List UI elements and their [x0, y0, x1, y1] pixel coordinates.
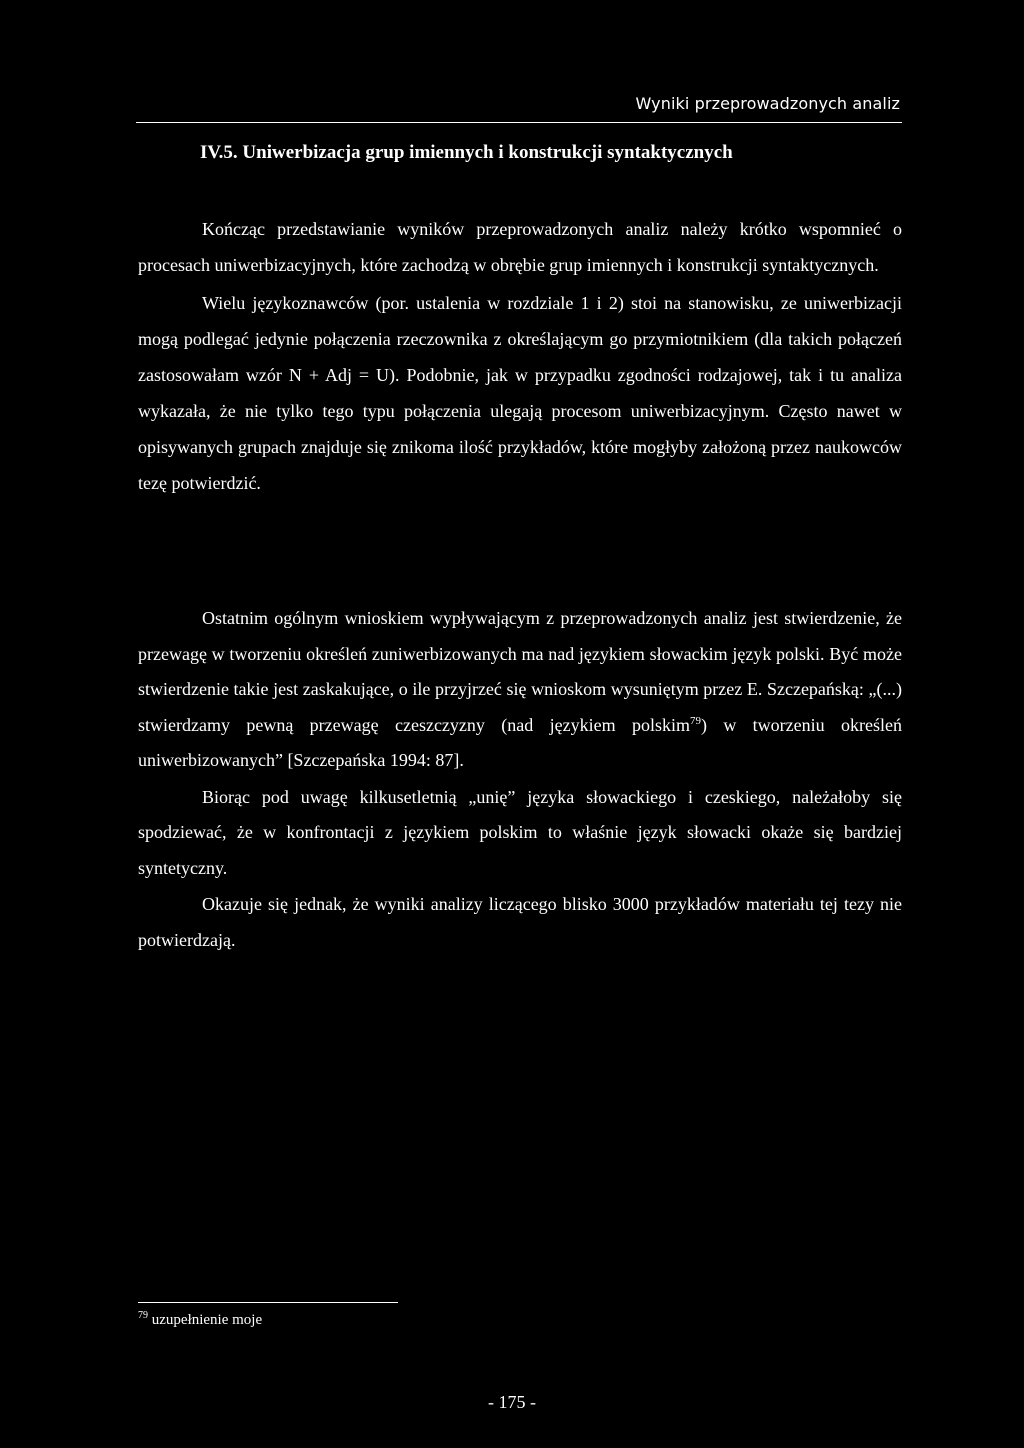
paragraph: Kończąc przedstawianie wyników przeprowadzonych analiz należy krótko wspomnieć o procesach uniwerbizacyjnych, które zachodzą w obrębie grup imiennych i konstrukcji syntaktycznych. — [138, 219, 902, 275]
section-title: IV.5. Uniwerbizacja grup imiennych i konstrukcji syntaktycznych — [200, 142, 733, 163]
footnote-rule — [138, 1302, 398, 1303]
footnote — [138, 1312, 262, 1329]
paragraph: Biorąc pod uwagę kilkusetletnią „unię” języka słowackiego i czeskiego, należałoby się spodziewać, że w konfrontacji z językiem polskim to właśnie język słowacki okaże się bardziej syntetyczny. — [138, 786, 902, 878]
footnote-reference[interactable]: 79 — [689, 714, 701, 727]
paragraph: Wielu językoznawców (por. ustalenia w rozdziale 1 i 2) stoi na stanowisku, ze uniwerbizacji mogą podlegać jedynie połączenia rzeczownika z określającym go przymiotnikiem (dla takich połączeń zastosowałam wzór N + Adj = U). Podobnie, jak w przypadku zgodności rodzajowej, tak i tu analiza wykazała, że nie tylko tego typu połączenia ulegają procesom uniwerbizacyjnym. Często nawet w opisywanych grupach znajduje się znikoma ilość przykładów, które mogłyby założoną przez naukowców tezę potwierdzić. — [138, 293, 902, 493]
paragraph-text: ) w tworzeniu określeń uniwerbizowanych” [Szczepańska 1994: 87]. — [138, 714, 902, 770]
paragraph: Okazuje się jednak, że wyniki analizy liczącego blisko 3000 przykładów materiału tej tezy nie potwierdzają. — [138, 894, 902, 950]
paragraph-with-footnote-ref — [138, 601, 902, 779]
footnote-text: uzupełnienie moje — [151, 1312, 263, 1328]
page-number: - 175 - — [488, 1392, 536, 1412]
paragraph-text: Ostatnim ogólnym wnioskiem wypływającym z przeprowadzonych analiz jest stwierdzenie, że przewagę w tworzeniu określeń zuniwerbizowanych ma nad językiem słowackim język polski. Być może stwierdzenie takie jest zaskakujące, o ile przyjrzeć się wnioskom wysuniętym przez E. Szczepańską: „(...) stwierdzamy pewną przewagę czeszczyzny (nad językiem polskim — [138, 608, 902, 735]
text-block-2 — [138, 601, 902, 958]
header-rule — [136, 122, 902, 123]
running-header: Wyniki przeprowadzonych analiz — [635, 94, 900, 113]
footnote-number: 79 — [138, 1310, 148, 1321]
text-block-1 — [138, 211, 902, 501]
